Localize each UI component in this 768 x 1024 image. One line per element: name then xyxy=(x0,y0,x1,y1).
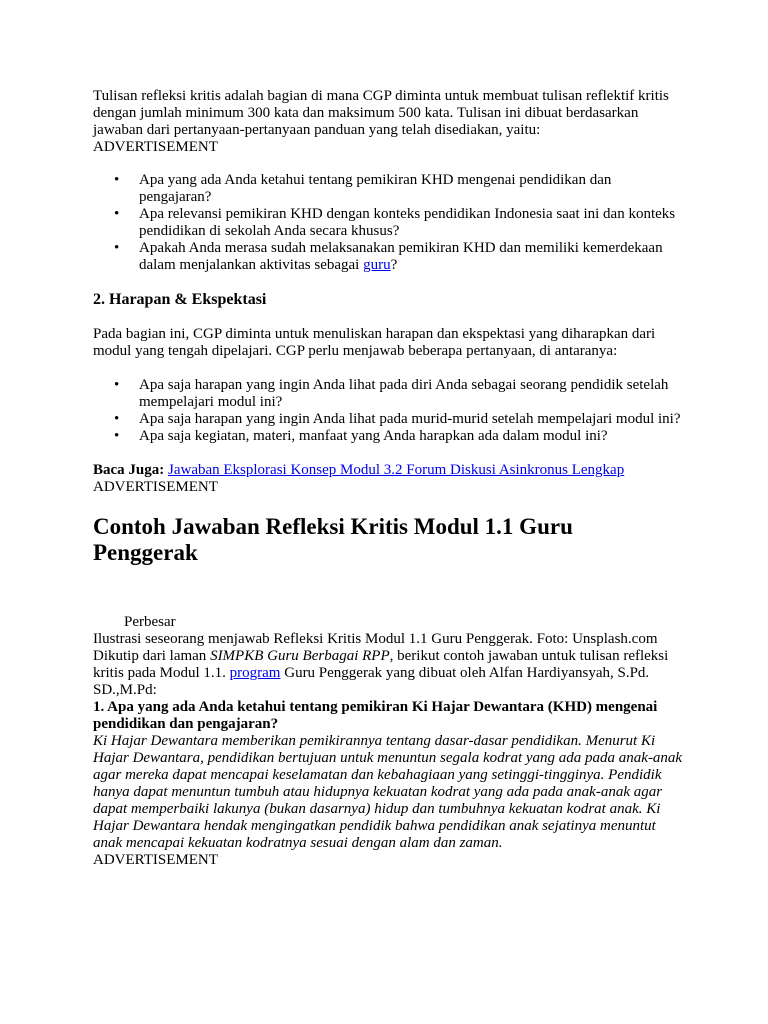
question-heading: 1. Apa yang ada Anda ketahui tentang pemikiran Ki Hajar Dewantara (KHD) mengenai pendidikan dan pengajaran? xyxy=(93,699,658,732)
advertisement-label: ADVERTISEMENT xyxy=(93,479,218,495)
perbesar-button[interactable]: Perbesar xyxy=(124,614,176,630)
image-caption: Ilustrasi seseorang menjawab Refleksi Kritis Modul 1.1 Guru Penggerak. Foto: Unsplash.com xyxy=(93,631,658,647)
list-item: • Apa saja kegiatan, materi, manfaat yang Anda harapkan ada dalam modul ini? xyxy=(93,428,683,445)
list-item-suffix: ? xyxy=(390,257,398,273)
expectation-question-list xyxy=(93,377,683,445)
section-heading: 2. Harapan & Ekspektasi xyxy=(93,291,267,308)
baca-juga-label: Baca Juga: xyxy=(93,462,165,478)
list-item: • Apa saja harapan yang ingin Anda lihat pada diri Anda sebagai seorang pendidik setelah mempelajari modul ini? xyxy=(93,377,683,411)
baca-juga-link[interactable]: Jawaban Eksplorasi Konsep Modul 3.2 Forum Diskusi Asinkronus Lengkap xyxy=(168,462,625,478)
answer-paragraph: Ki Hajar Dewantara memberikan pemikirannya tentang dasar-dasar pendidikan. Menurut Ki Hajar Dewantara, pendidikan bertujuan untuk menuntun segala kodrat yang ada pada anak-anak agar mereka dapat mencapai keselamatan dan kebahagiaan yang setinggi-tingginya. Pendidik hanya dapat menuntun tumbuh atau hidupnya kekuatan kodrat yang ada pada anak-anak agar dapat memperbaiki lakunya (bukan dasarnya) hidup dan tumbuhnya kekuatan kodrat anak. Ki Hajar Dewantara hendak mengingatkan pendidik bahwa pendidikan anak sejatinya menuntut anak mencapai kekuatan kodratnya sesuai dengan alam dan zaman. xyxy=(93,733,683,851)
source-text: Guru Penggerak yang dibuat oleh Alfan Hardiyansyah, S.Pd. SD.,M.Pd: xyxy=(93,665,650,698)
list-item-text: Apakah Anda merasa sudah melaksanakan pemikiran KHD dan memiliki kemerdekaan dalam menjalankan aktivitas sebagai xyxy=(139,240,663,273)
article-title: Contoh Jawaban Refleksi Kritis Modul 1.1 Guru Penggerak xyxy=(93,514,573,565)
source-paragraph xyxy=(93,648,683,699)
intro-question-list xyxy=(93,172,683,274)
advertisement-label: ADVERTISEMENT xyxy=(93,852,218,868)
advertisement-label: ADVERTISEMENT xyxy=(93,139,218,155)
list-item xyxy=(93,240,683,274)
source-name: SIMPKB Guru Berbagai RPP xyxy=(210,648,390,664)
list-item: • Apa relevansi pemikiran KHD dengan konteks pendidikan Indonesia saat ini dan konteks pendidikan di sekolah Anda secara khusus? xyxy=(93,206,683,240)
list-item: • Apa yang ada Anda ketahui tentang pemikiran KHD mengenai pendidikan dan pengajaran? xyxy=(93,172,683,206)
program-link[interactable]: program xyxy=(229,665,281,681)
source-text: , berikut contoh jawaban untuk tulisan refleksi kritis pada Modul 1.1. xyxy=(93,648,669,681)
source-text: Dikutip dari laman xyxy=(93,648,211,664)
guru-link[interactable]: guru xyxy=(363,257,391,273)
baca-juga xyxy=(93,462,683,479)
section-paragraph: Pada bagian ini, CGP diminta untuk menuliskan harapan dan ekspektasi yang diharapkan dari modul yang tengah dipelajari. CGP perlu menjawab beberapa pertanyaan, di antaranya: xyxy=(93,326,656,359)
list-item: • Apa saja harapan yang ingin Anda lihat pada murid-murid setelah mempelajari modul ini? xyxy=(93,411,683,428)
intro-paragraph: Tulisan refleksi kritis adalah bagian di mana CGP diminta untuk membuat tulisan reflektif kritis dengan jumlah minimum 300 kata dan maksimum 500 kata. Tulisan ini dibuat berdasarkan jawaban dari pertanyaan-pertanyaan panduan yang telah disediakan, yaitu: xyxy=(93,88,669,138)
article-body xyxy=(93,88,683,869)
